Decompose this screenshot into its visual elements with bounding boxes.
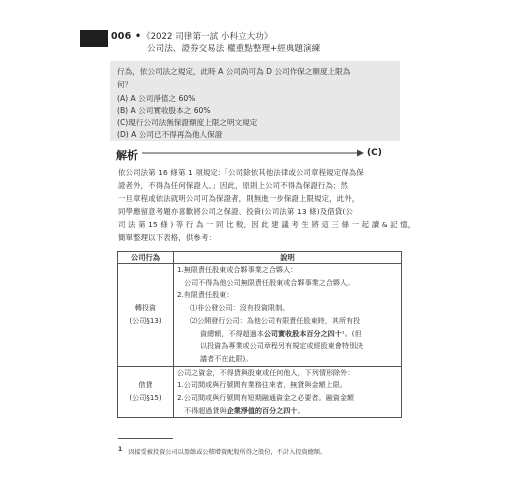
question-stem-line-1: 行為，依公司法之規定，此時 A 公司尚可為 D 公司作保之額度上限為: [117, 67, 351, 76]
page-number-text: 006: [111, 31, 132, 42]
desc-text: 。: [297, 405, 305, 415]
table-row: [118, 366, 402, 418]
row-act-name: 借貸: [138, 380, 153, 390]
option-c: (C)現行公司法無保證額度上限之明文規定: [117, 118, 258, 127]
explanation-line: 一旦章程或依法就明公司可為保證者，則無進一步保證上限規定，此外，: [118, 194, 360, 203]
book-title: 《2022 司律第一試 小科立大功》: [142, 32, 273, 42]
explanation-line: 依公司法第 16 條第 1 項規定:「公司除依其他法律或公司章程規定得為保: [118, 168, 364, 177]
desc-line: 公司之資金，不得貸與股東或任何他人，下列情形除外：: [177, 367, 355, 377]
desc-line: 2.有限責任股東：: [177, 290, 234, 300]
row-act-name: 轉投資: [134, 303, 157, 313]
explanation-line: 同學應留意考題亦喜歡將公司之保證、投資(公司法第 13 條)及借貸(公: [118, 207, 353, 216]
book-subtitle: 公司法、證券交易法 權重點整理+經典題演練: [147, 44, 321, 54]
row-desc-cell: [174, 366, 402, 418]
desc-emphasis: 企業淨值的百分之四十: [226, 405, 298, 415]
option-a: (A) A 公司淨值之 60%: [117, 94, 196, 103]
desc-line: ⑵公開發行公司：為他公司有限責任股東時，其所有投: [190, 315, 361, 325]
footnote-text: 因接受被投資公司以盈餘或公積增資配股所得之股份，不計入投資總額。: [128, 449, 327, 457]
desc-line: 以投資為專業或公司章程另有規定或經股東會特別決: [200, 341, 364, 351]
answer-value: (C): [367, 148, 382, 158]
table-header-row: [118, 252, 402, 264]
footnote-rule: [118, 438, 173, 439]
desc-emphasis: 公司實收股本百分之四十: [263, 328, 342, 338]
desc-line: 公司不得為他公司無限責任股東或合夥事業之合夥人。: [184, 277, 355, 287]
explanation-line: 證者外，不得為任何保證人。」因此，原則上公司不得為保證行為；然: [118, 181, 349, 190]
footnote-marker: 1: [118, 446, 123, 453]
option-d: (D) A 公司已不得再為他人保證: [117, 130, 223, 139]
table-header-act: 公司行為: [118, 252, 174, 264]
row-act-cell: [118, 264, 174, 367]
desc-line: ⑴非公發公司：沒有投資限制。: [190, 303, 290, 313]
desc-line: [174, 405, 401, 418]
header-bullet: •: [134, 31, 142, 42]
desc-line: [174, 328, 401, 341]
desc-line: 1.無限責任股東或合夥事業之合夥人：: [177, 265, 298, 274]
table-row: [118, 264, 402, 367]
desc-text: 不得超過貸與: [184, 405, 227, 415]
desc-line: 議者不在此限)。: [200, 353, 253, 363]
page-number: [111, 31, 141, 42]
row-act-article: (公司§15): [129, 393, 162, 403]
desc-text: ¹。(但: [341, 328, 362, 338]
footnote: [118, 446, 326, 456]
desc-line: 1.公司間或與行號間有業務往來者，無貸與金額上限。: [177, 380, 347, 390]
row-desc-cell: [174, 264, 402, 367]
desc-line: 2.公司間或與行號間有短期融通資金之必要者。融資金額: [177, 393, 355, 403]
option-b: (B) A 公司實收股本之 60%: [117, 106, 211, 115]
row-act-cell: [118, 366, 174, 418]
table-header-desc: 說明: [174, 252, 402, 264]
explanation-line: 司 法 第 15 條 ) 等 行 為 一 同 比 較，因 此 建 議 考 生 將 這 三 條 一 起 讀 & 記 憶，: [118, 220, 416, 229]
desc-text: 資總額，不得超過本: [200, 328, 264, 338]
row-act-article: (公司§13): [129, 315, 162, 325]
page-number-bar: [80, 30, 108, 47]
arrow-right-icon: [142, 148, 364, 158]
analysis-label: 解析: [116, 149, 138, 162]
question-stem-line-2: 何？: [117, 80, 133, 89]
comparison-table: [117, 251, 402, 418]
explanation-line: 簡單整理以下表格，供參考：: [118, 233, 217, 242]
